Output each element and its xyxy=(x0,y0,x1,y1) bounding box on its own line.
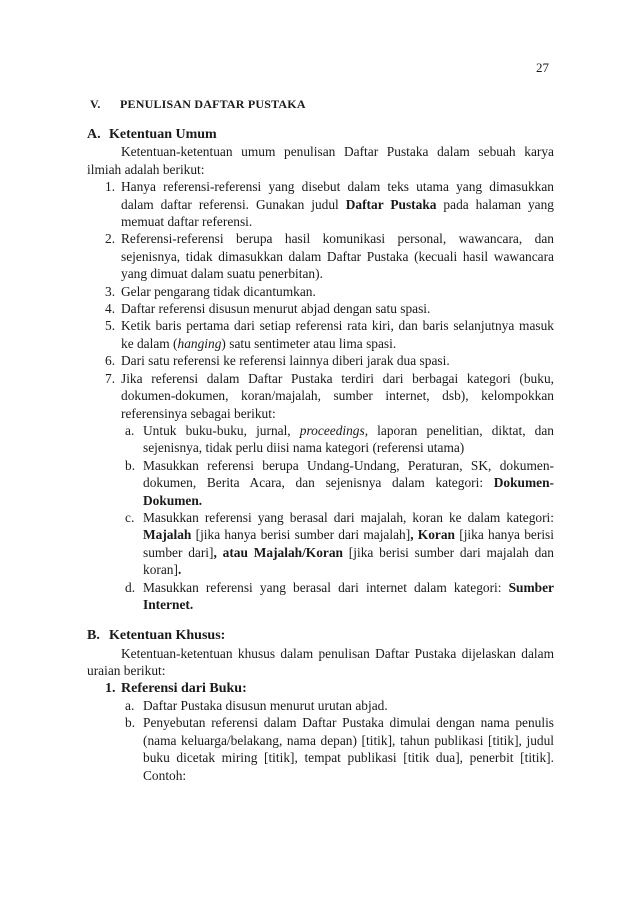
item-text: Untuk buku-buku, jurnal, xyxy=(143,422,300,438)
item-bold: , Koran xyxy=(410,527,455,543)
section-a-intro: Ketentuan-ketentuan umum penulisan Daftar Pustaka dalam sebuah karya ilmiah adalah berikut: xyxy=(87,144,554,177)
item-text: Masukkan referensi berupa Undang-Undang, Peraturan, SK, dokumen-dokumen, Berita Acara, dan sejenisnya dalam kategori: xyxy=(143,457,554,491)
list-marker: 4. xyxy=(105,301,116,317)
list-marker: 7. xyxy=(105,370,116,386)
item-text: Ketik baris pertama dari setiap referensi rata kiri, dan baris selanjutnya masuk ke dalam ( xyxy=(121,318,554,351)
list-marker: 6. xyxy=(105,353,116,369)
list-marker: a. xyxy=(125,422,135,438)
section-a-heading xyxy=(87,126,554,143)
list-item xyxy=(87,230,554,282)
list-item xyxy=(87,317,554,352)
list-marker: c. xyxy=(125,509,135,525)
item-bold: . xyxy=(177,562,182,578)
list-marker: b. xyxy=(125,715,136,731)
sub-list-item xyxy=(87,579,554,614)
sub-list-item xyxy=(87,422,554,457)
list-item xyxy=(87,680,554,697)
item-text: Jika referensi dalam Daftar Pustaka terdiri dari berbagai kategori (buku, dokumen-dokumen, koran/majalah, sumber internet, dsb), kelompokkan referensinya sebagai berikut: xyxy=(121,370,554,421)
list-marker: b. xyxy=(125,457,136,473)
list-marker: 1. xyxy=(105,680,116,696)
item-text: Masukkan referensi yang berasal dari internet dalam kategori: xyxy=(143,579,509,595)
list-item xyxy=(87,178,554,230)
item-text: Penyebutan referensi dalam Daftar Pustaka dimulai dengan nama penulis (nama keluarga/belakang, nama depan) [titik], tahun publikasi [titik], judul buku dicetak miring [titik], tempat publikasi [titik dua], penerbit [titik]. Contoh: xyxy=(143,715,554,783)
section-b-title: Ketentuan Khusus: xyxy=(109,628,226,644)
item-bold: Sumber Internet. xyxy=(143,579,554,612)
item-text: , laporan penelitian, diktat, dan sejenisnya, tidak perlu diisi nama kategori (referensi utama) xyxy=(143,422,554,456)
item-text: Referensi-referensi berupa hasil komunikasi personal, wawancara, dan sejenisnya, tidak dimasukkan dalam Daftar Pustaka (kecuali hasil wawancara yang dimuat dalam suatu penerbitan). xyxy=(121,231,554,282)
list-item xyxy=(87,352,554,369)
section-b-heading xyxy=(87,627,554,644)
list-item xyxy=(87,283,554,300)
chapter-numeral: V. xyxy=(90,97,101,111)
item-text: [jika berisi sumber dari majalah dan koran] xyxy=(143,544,554,578)
section-a-title: Ketentuan Umum xyxy=(109,127,217,142)
sub-list-item xyxy=(87,697,554,714)
list-item xyxy=(87,300,554,317)
item-bold: Dokumen-Dokumen. xyxy=(143,475,554,508)
item-text: ) satu sentimeter atau lima spasi. xyxy=(221,335,397,351)
item-bold: , atau Majalah/Koran xyxy=(213,544,343,560)
item-italic: proceedings xyxy=(299,422,365,438)
section-a-label: A. xyxy=(87,127,101,142)
item-text: Hanya referensi-referensi yang disebut dalam teks utama yang dimasukkan dalam daftar referensi. Gunakan judul xyxy=(121,179,554,212)
list-item xyxy=(87,370,554,422)
item-text: [jika hanya berisi sumber dari] xyxy=(143,527,554,560)
list-marker: a. xyxy=(125,698,135,713)
item-text: Dari satu referensi ke referensi lainnya diberi jarak dua spasi. xyxy=(121,353,450,369)
chapter-heading xyxy=(90,97,306,112)
item-text: [jika hanya berisi sumber dari majalah] xyxy=(191,527,411,543)
item-title: Referensi dari Buku: xyxy=(121,680,247,696)
list-marker: 5. xyxy=(105,318,116,334)
body-content xyxy=(87,126,554,784)
list-marker: 3. xyxy=(105,283,116,299)
chapter-title: PENULISAN DAFTAR PUSTAKA xyxy=(120,97,306,111)
list-marker: 1. xyxy=(105,179,116,195)
item-text: Daftar Pustaka disusun menurut urutan abjad. xyxy=(143,698,388,713)
sub-list-item xyxy=(87,714,554,784)
section-b-intro: Ketentuan-ketentuan khusus dalam penulisan Daftar Pustaka dijelaskan dalam uraian berikut: xyxy=(87,645,554,679)
item-text: Masukkan referensi yang berasal dari majalah, koran ke dalam kategori: xyxy=(143,509,554,525)
sub-list-item xyxy=(87,509,554,579)
item-italic: hanging xyxy=(177,335,222,351)
list-marker: 2. xyxy=(105,231,116,247)
item-text: pada halaman yang memuat daftar referensi. xyxy=(121,196,554,230)
item-text: Daftar referensi disusun menurut abjad dengan satu spasi. xyxy=(121,301,431,317)
list-marker: d. xyxy=(125,579,136,595)
sub-list-item xyxy=(87,457,554,509)
section-b-label: B. xyxy=(87,628,100,644)
item-text: Gelar pengarang tidak dicantumkan. xyxy=(121,283,316,299)
item-bold: Daftar Pustaka xyxy=(345,196,437,212)
page-number: 27 xyxy=(536,60,549,75)
item-bold: Majalah xyxy=(143,527,192,543)
